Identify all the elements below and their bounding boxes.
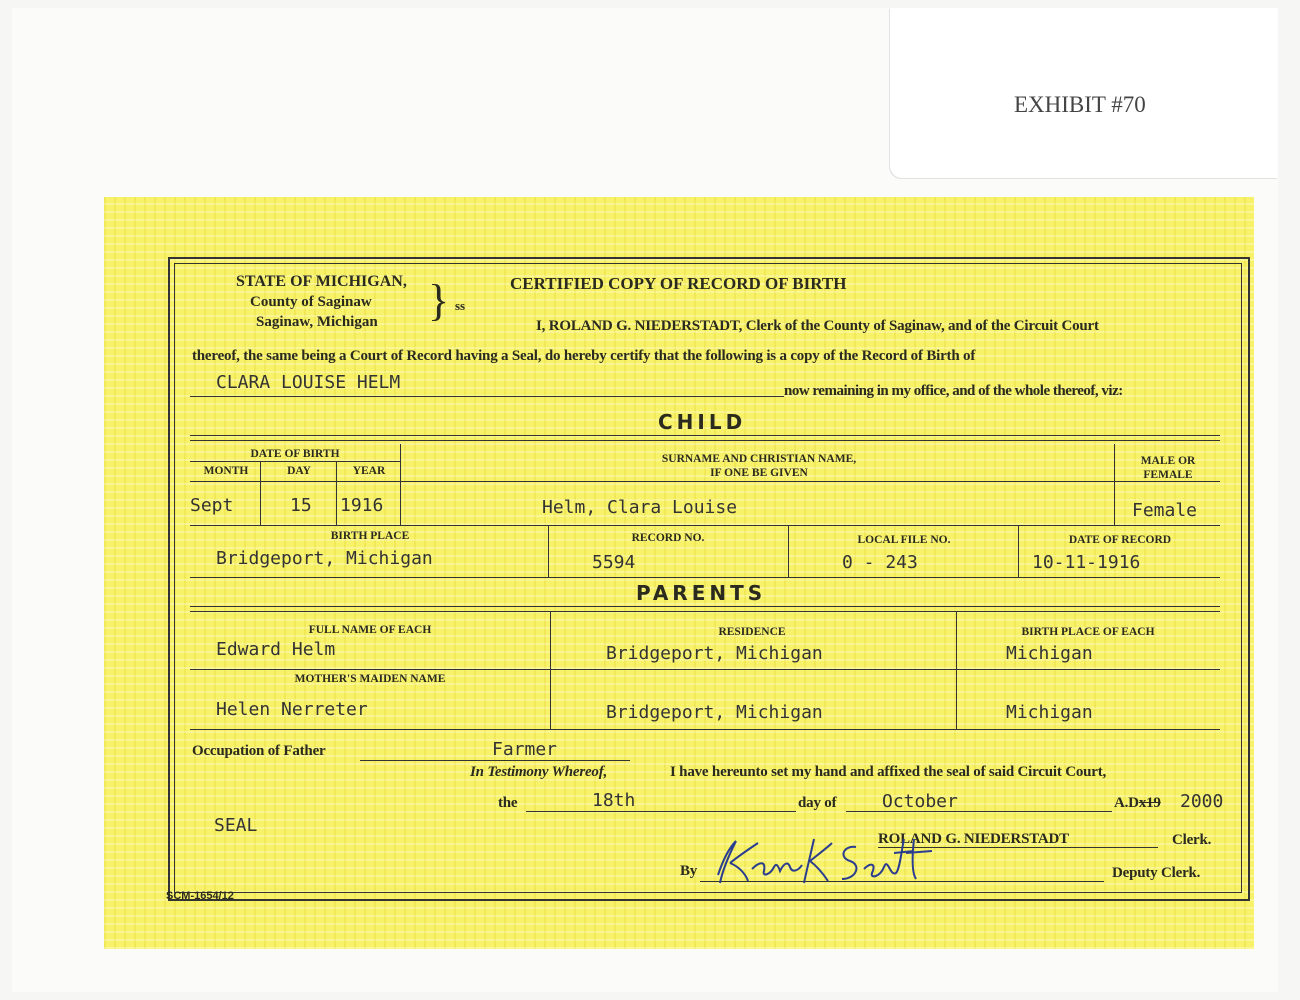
testimony-day: 18th <box>592 790 636 811</box>
child-local-file-no: 0 - 243 <box>842 552 918 573</box>
father-name: Edward Helm <box>216 639 336 660</box>
certification-line-3: now remaining in my office, and of the whole thereof, viz: <box>784 383 1123 399</box>
child-section-title: CHILD <box>658 410 747 434</box>
child-divider-localfile <box>788 525 789 577</box>
child-divider-sex <box>1114 444 1115 525</box>
date-of-record-label: DATE OF RECORD <box>1068 534 1172 546</box>
child-birth-month: Sept <box>190 495 234 516</box>
child-rule-top-1 <box>190 435 1220 436</box>
parents-bottom-rule <box>190 729 1220 730</box>
county-label: County of Saginaw <box>250 294 372 310</box>
parents-rule-top-2 <box>190 611 1220 612</box>
parents-divider-residence <box>550 611 551 729</box>
child-birth-day: 15 <box>290 495 312 516</box>
day-label: DAY <box>287 465 311 477</box>
child-record-no: 5594 <box>592 552 636 573</box>
subject-name: CLARA LOUISE HELM <box>216 372 401 393</box>
exhibit-label <box>890 8 1278 178</box>
ss-label: ss <box>455 298 466 313</box>
mother-residence: Bridgeport, Michigan <box>606 702 823 723</box>
child-sex: Female <box>1132 500 1198 521</box>
deputy-signature <box>700 817 940 897</box>
city-label: Saginaw, Michigan <box>256 314 378 330</box>
birth-certificate <box>104 197 1254 949</box>
child-rule-top-2 <box>190 440 1220 441</box>
mother-name: Helen Nerreter <box>216 699 368 720</box>
local-file-no-label: LOCAL FILE NO. <box>857 534 951 546</box>
the-label: the <box>498 795 518 811</box>
father-birth-place: Michigan <box>1006 643 1093 664</box>
seal-label: SEAL <box>214 815 258 836</box>
parent-birth-place-label: BIRTH PLACE OF EACH <box>1021 626 1155 638</box>
by-label: By <box>680 863 698 879</box>
exhibit-label-text: EXHIBIT #70 <box>1014 92 1146 117</box>
sex-sublabel: FEMALE <box>1143 469 1193 481</box>
occupation-underline <box>360 760 630 761</box>
testimony-text: I have hereunto set my hand and affixed the seal of said Circuit Court, <box>670 764 1107 780</box>
date-of-birth-label: DATE OF BIRTH <box>250 448 340 460</box>
child-bottom-rule <box>190 577 1220 578</box>
clerk-name: ROLAND G. NIEDERSTADT <box>878 831 1069 847</box>
parents-rule-top-1 <box>190 606 1220 607</box>
child-divider-day <box>336 461 337 525</box>
mothers-maiden-name-label: MOTHER'S MAIDEN NAME <box>294 673 446 685</box>
mother-birth-place: Michigan <box>1006 702 1093 723</box>
child-divider-daterecord <box>1018 525 1019 577</box>
ad-label-text: A.D <box>1114 795 1139 811</box>
record-no-label: RECORD NO. <box>631 532 705 544</box>
subject-name-underline <box>190 396 784 397</box>
testimony-lead: In Testimony Whereof, <box>470 764 608 780</box>
brace-glyph: } <box>428 276 450 325</box>
surname-label: SURNAME AND CHRISTIAN NAME, <box>661 453 857 465</box>
occupation-label: Occupation of Father <box>192 743 326 759</box>
child-date-of-record: 10-11-1916 <box>1032 552 1141 573</box>
child-birth-year: 1916 <box>340 495 384 516</box>
parents-divider-birthplace <box>956 611 957 729</box>
birth-place-label: BIRTH PLACE <box>330 530 410 542</box>
child-header-rule <box>190 481 1220 482</box>
day-underline <box>526 811 796 812</box>
parents-mid-rule <box>190 669 1220 670</box>
father-occupation: Farmer <box>492 739 558 760</box>
child-row-rule <box>190 525 1220 526</box>
deputy-clerk-label: Deputy Clerk. <box>1112 865 1201 881</box>
month-label: MONTH <box>203 465 249 477</box>
testimony-year: 2000 <box>1180 791 1224 812</box>
full-name-label: FULL NAME OF EACH <box>308 624 432 636</box>
child-divider-year <box>400 444 401 525</box>
day-of-label: day of <box>798 795 837 811</box>
child-divider-record <box>548 525 549 577</box>
certification-line-1: I, ROLAND G. NIEDERSTADT, Clerk of the County of Saginaw, and of the Circuit Court <box>536 318 1099 334</box>
year-label: YEAR <box>352 465 386 477</box>
dob-sub-rule <box>190 461 400 462</box>
state-label: STATE OF MICHIGAN, <box>236 273 407 290</box>
surname-sublabel: IF ONE BE GIVEN <box>710 467 808 479</box>
sex-label: MALE OR <box>1140 455 1196 467</box>
father-residence: Bridgeport, Michigan <box>606 643 823 664</box>
ad-label <box>1114 795 1161 812</box>
parents-section-title: PARENTS <box>636 581 767 605</box>
certification-line-2: thereof, the same being a Court of Record having a Seal, do hereby certify that the following is a copy of the Record of Birth of <box>192 348 976 364</box>
ad-struck-prefix: x19 <box>1138 795 1161 811</box>
child-divider-month <box>260 461 261 525</box>
certificate-title: CERTIFIED COPY OF RECORD OF BIRTH <box>510 274 847 293</box>
clerk-label: Clerk. <box>1172 832 1212 848</box>
testimony-month: October <box>882 791 958 812</box>
form-code: SCM-1654/12 <box>166 890 234 902</box>
residence-label: RESIDENCE <box>718 626 786 638</box>
child-birth-place: Bridgeport, Michigan <box>216 548 433 569</box>
child-full-name: Helm, Clara Louise <box>542 497 738 518</box>
